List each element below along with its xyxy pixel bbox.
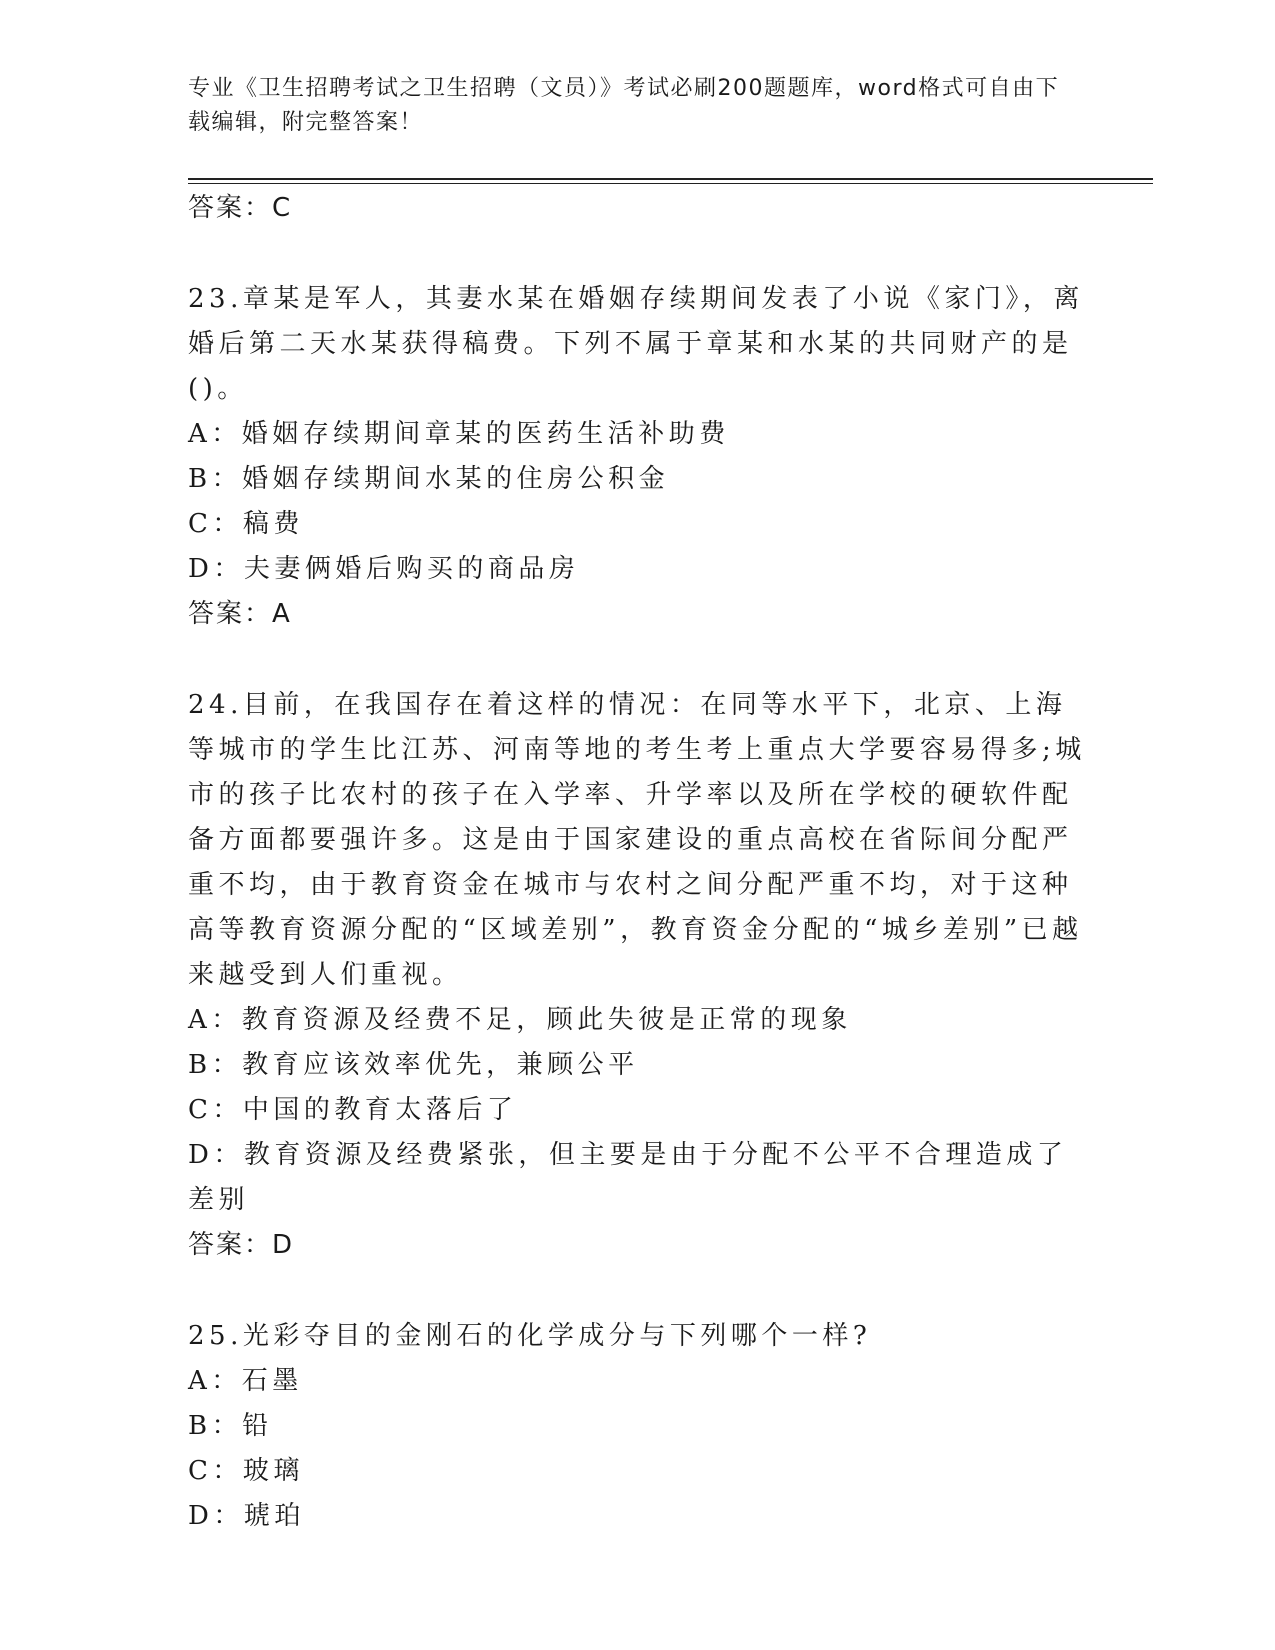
answer-24: 答案：D <box>188 1230 295 1260</box>
answer-23: 答案：A <box>188 599 292 629</box>
option-b: B：教育应该效率优先，兼顾公平 <box>188 1050 639 1080</box>
option-a: A：石墨 <box>188 1366 303 1396</box>
option-d: D：教育资源及经费紧张，但主要是由于分配不公平不合理造成了差别 <box>188 1140 1068 1215</box>
question-23 <box>188 277 1088 592</box>
question-text: 25.光彩夺目的金刚石的化学成分与下列哪个一样? <box>188 1321 872 1351</box>
document-body <box>188 186 1088 1539</box>
header-rule-thick <box>188 178 1153 180</box>
option-c: C：玻璃 <box>188 1456 304 1486</box>
question-text: 24.目前，在我国存在着这样的情况：在同等水平下，北京、上海等城市的学生比江苏、河南等地的考生考上重点大学要容易得多;城市的孩子比农村的孩子在入学率、升学率以及所在学校的硬软件配备方面都要强许多。这是由于国家建设的重点高校在省际间分配严重不均，由于教育资金在城市与农村之间分配严重不均，对于这种高等教育资源分配的“区域差别”，教育资金分配的“城乡差别”已越来越受到人们重视。 <box>188 690 1086 990</box>
question-25 <box>188 1314 1088 1539</box>
option-b: B：婚姻存续期间水某的住房公积金 <box>188 464 670 494</box>
option-b: B：铅 <box>188 1411 273 1441</box>
option-d: D：夫妻俩婚后购买的商品房 <box>188 554 580 584</box>
option-a: A：婚姻存续期间章某的医药生活补助费 <box>188 419 730 449</box>
question-24 <box>188 683 1088 1223</box>
option-c: C：稿费 <box>188 509 304 539</box>
option-d: D：琥珀 <box>188 1501 305 1531</box>
option-c: C：中国的教育太落后了 <box>188 1095 518 1125</box>
question-text: 23.章某是军人，其妻水某在婚姻存续期间发表了小说《家门》，离婚后第二天水某获得稿费。下列不属于章某和水某的共同财产的是()。 <box>188 284 1084 404</box>
option-a: A：教育资源及经费不足，顾此失彼是正常的现象 <box>188 1005 852 1035</box>
document-header: 专业《卫生招聘考试之卫生招聘（文员）》考试必刷200题题库，word格式可自由下载编辑，附完整答案！ <box>188 76 1060 135</box>
answer-22: 答案：C <box>188 193 293 223</box>
header-rule-thin <box>188 183 1153 184</box>
